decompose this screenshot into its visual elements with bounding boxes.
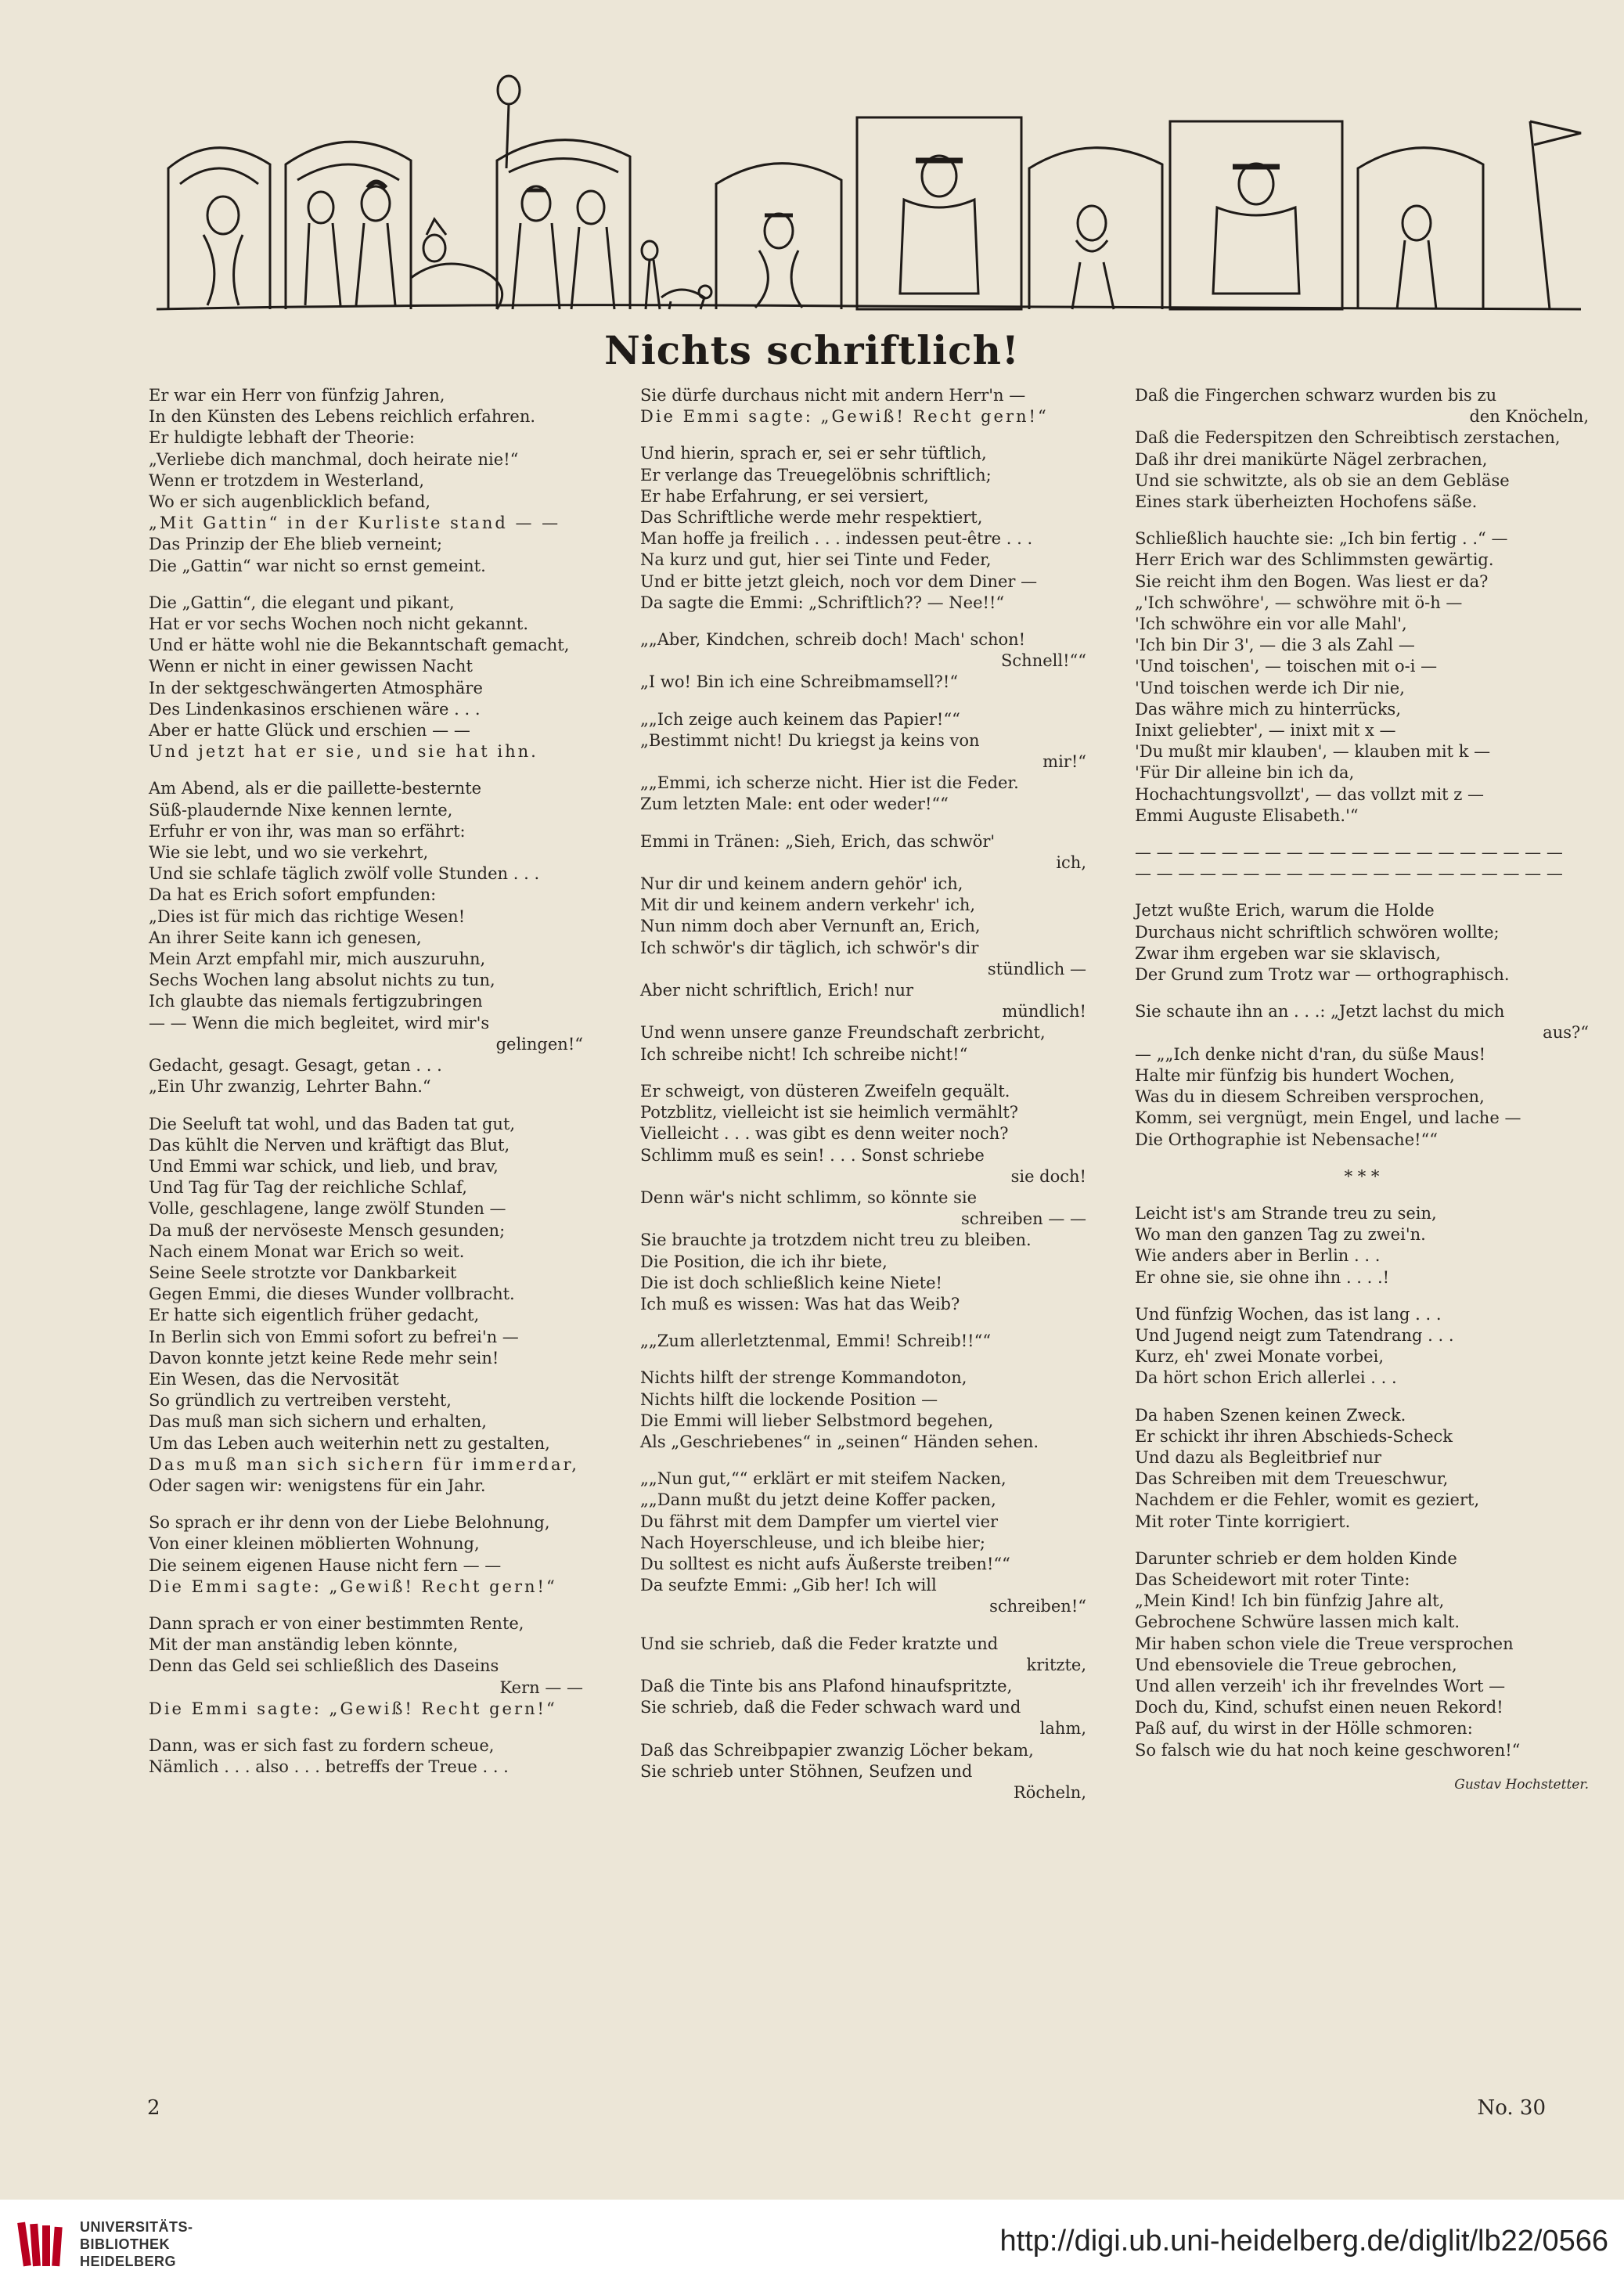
verse-line: Das kühlt die Nerven und kräftigt das Blut,: [149, 1135, 510, 1155]
verse-line: Und wenn unsere ganze Freundschaft zerbricht,: [640, 1023, 1046, 1043]
verse-line: mir!“: [1042, 752, 1086, 772]
verse-line: lahm,: [1039, 1719, 1086, 1739]
verse-line: In den Künsten des Lebens reichlich erfahren.: [149, 407, 536, 427]
verse-line: Am Abend, als er die paillette-besternte: [149, 779, 482, 798]
verse-line: Darunter schrieb er dem holden Kinde: [1135, 1548, 1457, 1568]
verse-line: „I wo! Bin ich eine Schreibmamsell?!“: [640, 672, 959, 692]
verse-line: Das muß man sich sichern und erhalten,: [149, 1412, 487, 1432]
verse-line: Das Schriftliche werde mehr respektiert,: [640, 508, 983, 528]
verse-line: Dann sprach er von einer bestimmten Rente,: [149, 1613, 524, 1633]
library-name-line-2: BIBLIOTHEK: [80, 2236, 170, 2252]
verse-line: Oder sagen wir: wenigstens für ein Jahr.: [149, 1476, 486, 1495]
verse-line: Süß-plaudernde Nixe kennen lernte,: [149, 800, 453, 820]
verse-line: Man hoffe ja freilich . . . indessen peut-être . . .: [640, 529, 1033, 549]
verse-line: Sie brauchte ja trotzdem nicht treu zu bleiben.: [640, 1231, 1032, 1250]
verse-line: Nach einem Monat war Erich so weit.: [149, 1241, 465, 1261]
verse-line: „Mein Kind! Ich bin fünfzig Jahre alt,: [1135, 1591, 1445, 1611]
verse-line: 'Ich bin Dir 3', — die 3 als Zahl —: [1135, 636, 1415, 655]
stanza: [640, 443, 1086, 614]
verse-line: Wie sie lebt, und wo sie verkehrt,: [149, 843, 429, 863]
beach-chair-figure-1: [168, 148, 270, 309]
verse-line: So sprach er ihr denn von der Liebe Belohnung,: [149, 1513, 550, 1533]
verse-line: So gründlich zu vertreiben versteht,: [149, 1391, 452, 1411]
verse-line: Er schickt ihr ihren Abschieds-Scheck: [1135, 1426, 1453, 1446]
verse-line: „Verliebe dich manchmal, doch heirate nie!“: [149, 449, 519, 469]
text-column-2: [640, 385, 1086, 1819]
verse-line: Um das Leben auch weiterhin nett zu gestalten,: [149, 1433, 550, 1453]
verse-line: 'Und toischen werde ich Dir nie,: [1135, 678, 1405, 697]
text-column-3: [1135, 385, 1589, 1793]
verse-line: Nämlich . . . also . . . betreffs der Treue . . .: [149, 1757, 509, 1777]
verse-line: Ein Wesen, das die Nervosität: [149, 1369, 399, 1389]
verse-line: Und allen verzeih' ich ihr frevelndes Wort —: [1135, 1676, 1506, 1695]
verse-line: — „„Ich denke nicht d'ran, du süße Maus!: [1135, 1044, 1486, 1064]
verse-line: Die Position, die ich ihr biete,: [640, 1252, 888, 1271]
verse-line: Komm, sei vergnügt, mein Engel, und lache —: [1135, 1108, 1521, 1128]
verse-line: Die „Gattin“, die elegant und pikant,: [149, 593, 455, 612]
verse-line: Die Seeluft tat wohl, und das Baden tat gut,: [149, 1114, 516, 1133]
stanza: [149, 778, 583, 1097]
verse-line: Volle, geschlagene, lange zwölf Stunden —: [149, 1199, 506, 1219]
verse-line: Hat er vor sechs Wochen noch nicht gekannt.: [149, 614, 529, 634]
verse-line: Eines stark überheizten Hochofens säße.: [1135, 492, 1478, 512]
verse-line: gelingen!“: [495, 1034, 583, 1054]
verse-line: aus?“: [1543, 1023, 1589, 1043]
source-url-link[interactable]: http://digi.ub.uni-heidelberg.de/diglit/lb22/0566: [999, 2225, 1608, 2258]
children-and-dog: [642, 241, 711, 309]
verse-line: Der Grund zum Trotz war — orthographisch.: [1135, 965, 1510, 985]
stanza: [640, 1368, 1086, 1453]
stanza: [640, 1331, 1086, 1352]
verse-line: Und dazu als Begleitbrief nur: [1135, 1447, 1382, 1467]
stanza: [640, 1081, 1086, 1315]
verse-line: Röcheln,: [1013, 1782, 1086, 1802]
verse-line: Und Emmi war schick, und lieb, und brav,: [149, 1156, 499, 1176]
verse-line: Und sie schwitzte, als ob sie an dem Gebläse: [1135, 470, 1510, 490]
verse-line: Sie schaute ihn an . . .: „Jetzt lachst du mich: [1135, 1002, 1505, 1022]
stanza: [1135, 1405, 1589, 1533]
verse-line: Die „Gattin“ war nicht so ernst gemeint.: [149, 556, 486, 575]
verse-line: „„Ich zeige auch keinem das Papier!““: [640, 709, 960, 729]
stanza: [1135, 1548, 1589, 1761]
verse-line: Ich glaubte das niemals fertigzubringen: [149, 992, 483, 1011]
verse-line: Da muß der nervöseste Mensch gesunden;: [149, 1220, 506, 1240]
verse-line: Daß die Tinte bis ans Plafond hinaufspritzte,: [640, 1676, 1013, 1695]
verse-line: Das muß man sich sichern für immerdar,: [149, 1454, 579, 1474]
verse-line: In der sektgeschwängerten Atmosphäre: [149, 678, 483, 697]
verse-line: Er habe Erfahrung, er sei versiert,: [640, 486, 929, 506]
beach-chair-figure-6: [1358, 148, 1483, 309]
stanza: [149, 1114, 583, 1497]
verse-line: Nun nimm doch aber Vernunft an, Erich,: [640, 917, 981, 936]
verse-line: 'Ich schwöhre ein vor alle Mahl',: [1135, 614, 1407, 634]
verse-line: Seine Seele strotzte vor Dankbarkeit: [149, 1263, 457, 1282]
verse-line: Sie reicht ihm den Bogen. Was liest er da?: [1135, 571, 1489, 591]
verse-line: Und Jugend neigt zum Tatendrang . . .: [1135, 1325, 1454, 1345]
verse-line: Und sie schrieb, daß die Feder kratzte und: [640, 1634, 999, 1653]
stanza: [640, 385, 1086, 427]
verse-line: Nur dir und keinem andern gehör' ich,: [640, 874, 963, 894]
verse-line: Doch du, Kind, schufst einen neuen Rekord!: [1135, 1698, 1503, 1717]
stanza: [1135, 1203, 1589, 1288]
verse-line: Gegen Emmi, die dieses Wunder vollbracht.: [149, 1285, 515, 1304]
stanza: [640, 629, 1086, 694]
verse-line: Sie schrieb, daß die Feder schwach ward und: [640, 1698, 1021, 1717]
stanza: [1135, 528, 1589, 827]
verse-line: 'Für Dir alleine bin ich da,: [1135, 763, 1355, 783]
stanza: [640, 709, 1086, 816]
verse-line: Erfuhr er von ihr, was man so erfährt:: [149, 821, 466, 841]
verse-line: „„Aber, Kindchen, schreib doch! Mach' schon!: [640, 630, 1026, 650]
verse-line: Ich schreibe nicht! Ich schreibe nicht!“: [640, 1044, 968, 1064]
stanza: [149, 1735, 583, 1778]
verse-line: Aber nicht schriftlich, Erich! nur: [640, 981, 914, 1000]
verse-line: Nichts hilft der strenge Kommandoton,: [640, 1368, 967, 1388]
verse-line: Wo er sich augenblicklich befand,: [149, 492, 431, 512]
verse-line: „Ein Uhr zwanzig, Lehrter Bahn.“: [149, 1077, 431, 1097]
verse-line: Das währe mich zu hinterrücks,: [1135, 699, 1401, 719]
verse-line: „'Ich schwöhre', — schwöhre mit ö-h —: [1135, 593, 1463, 612]
verse-line: — — — — — — — — — — — — — — — — — — — —: [1135, 864, 1563, 884]
verse-line: „„Nun gut,““ erklärt er mit steifem Nacken,: [640, 1469, 1006, 1489]
verse-line: Das Scheidewort mit roter Tinte:: [1135, 1569, 1410, 1589]
stanza: [149, 1613, 583, 1720]
verse-line: Durchaus nicht schriftlich schwören wollte;: [1135, 922, 1500, 942]
library-name: [80, 2218, 193, 2270]
verse-line: schreiben — —: [961, 1209, 1086, 1229]
verse-line: Und hierin, sprach er, sei er sehr tüftlich,: [640, 444, 987, 463]
verse-line: Und er hätte wohl nie die Bekanntschaft gemacht,: [149, 636, 570, 655]
verse-line: Mit roter Tinte korrigiert.: [1135, 1512, 1351, 1531]
flag-pole: [1530, 121, 1581, 309]
library-name-line-1: UNIVERSITÄTS-: [80, 2219, 193, 2235]
verse-line: Das Schreiben mit dem Treueschwur,: [1135, 1469, 1449, 1489]
verse-line: Inixt geliebter', — inixt mit x —: [1135, 721, 1396, 741]
verse-line: „„Emmi, ich scherze nicht. Hier ist die Feder.: [640, 773, 1019, 793]
verse-line: Hochachtungsvollzt', — das vollzt mit z —: [1135, 784, 1485, 804]
verse-line: Herr Erich war des Schlimmsten gewärtig.: [1135, 550, 1494, 570]
verse-line: ich,: [1056, 852, 1086, 872]
verse-line: Als „Geschriebenes“ in „seinen“ Händen sehen.: [640, 1432, 1039, 1451]
stanza: [1135, 385, 1589, 513]
verse-line: Zwar ihm ergeben war sie sklavisch,: [1135, 943, 1441, 963]
stanza: [1135, 1001, 1589, 1150]
verse-line: Nichts hilft die lockende Position —: [640, 1389, 938, 1409]
verse-line: Vielleicht . . . was gibt es denn weiter noch?: [640, 1124, 1009, 1144]
verse-line: Sechs Wochen lang absolut nichts zu tun,: [149, 971, 495, 990]
verse-line: Da hört schon Erich allerlei . . .: [1135, 1368, 1397, 1388]
verse-line: Sie schrieb unter Stöhnen, Seufzen und: [640, 1761, 973, 1781]
verse-line: Das Prinzip der Ehe blieb verneint;: [149, 535, 443, 554]
verse-line: Nach Hoyerschleuse, und ich bleibe hier;: [640, 1533, 985, 1552]
verse-line: Wenn er nicht in einer gewissen Nacht: [149, 657, 473, 676]
verse-line: Potzblitz, vielleicht ist sie heimlich vermählt?: [640, 1103, 1019, 1122]
verse-line: Ich muß es wissen: Was hat das Weib?: [640, 1294, 960, 1313]
verse-line: Wenn er trotzdem in Westerland,: [149, 470, 425, 490]
stanza: [149, 593, 583, 763]
verse-line: Dann, was er sich fast zu fordern scheue,: [149, 1735, 495, 1755]
beach-chair-gentleman: [1029, 148, 1162, 309]
verse-line: Mit dir und keinem andern verkehr' ich,: [640, 895, 976, 915]
verse-line: Er ohne sie, sie ohne ihn . . . .!: [1135, 1267, 1390, 1287]
verse-line: Gebrochene Schwüre lassen mich kalt.: [1135, 1613, 1460, 1632]
stanza: [1135, 842, 1589, 885]
framed-sailor-figure-2: [1170, 121, 1342, 309]
verse-line: Die Emmi sagte: „Gewiß! Recht gern!“: [149, 1699, 557, 1718]
verse-line: So falsch wie du hat noch keine geschworen!“: [1135, 1740, 1521, 1760]
verse-line: Aber er hatte Glück und erschien — —: [149, 721, 470, 741]
verse-line: Mein Arzt empfahl mir, mich auszuruhn,: [149, 950, 486, 969]
stanza: [1135, 1166, 1589, 1187]
verse-line: Zum letzten Male: ent oder weder!““: [640, 795, 949, 814]
verse-line: — — — — — — — — — — — — — — — — — — — —: [1135, 843, 1563, 863]
verse-line: „Dies ist für mich das richtige Wesen!: [149, 906, 466, 926]
university-library-logo-icon: [16, 2219, 66, 2269]
verse-line: stündlich —: [987, 959, 1086, 978]
verse-line: „Bestimmt nicht! Du kriegst ja keins von: [640, 730, 980, 750]
verse-line: Du fährst mit dem Dampfer um viertel vier: [640, 1512, 999, 1531]
verse-line: Emmi Auguste Elisabeth.'“: [1135, 805, 1359, 825]
verse-line: Du solltest es nicht aufs Äußerste treiben!““: [640, 1554, 1010, 1573]
verse-line: Denn wär's nicht schlimm, so könnte sie: [640, 1187, 978, 1207]
poem-title: Nichts schriftlich!: [604, 327, 1020, 373]
stanza: [1135, 900, 1589, 986]
verse-line: Wo man den ganzen Tag zu zwei'n.: [1135, 1225, 1426, 1245]
verse-line: Die Orthographie ist Nebensache!““: [1135, 1130, 1439, 1149]
verse-line: Wie anders aber in Berlin . . .: [1135, 1246, 1381, 1266]
verse-line: den Knöcheln,: [1469, 407, 1589, 427]
verse-line: Mit der man anständig leben könnte,: [149, 1635, 459, 1655]
verse-line: Daß ihr drei manikürte Nägel zerbrachen,: [1135, 449, 1488, 469]
verse-line: „Mit Gattin“ in der Kurliste stand — —: [149, 513, 561, 533]
beach-chair-woman: [716, 164, 841, 309]
stanza: [149, 1512, 583, 1598]
verse-line: Davon konnte jetzt keine Rede mehr sein!: [149, 1348, 499, 1368]
verse-line: Leicht ist's am Strande treu zu sein,: [1135, 1203, 1437, 1223]
verse-line: Er war ein Herr von fünfzig Jahren,: [149, 386, 445, 405]
verse-line: Die seinem eigenen Hause nicht fern — —: [149, 1555, 502, 1575]
verse-line: Daß das Schreibpapier zwanzig Löcher bekam,: [640, 1740, 1034, 1760]
verse-line: Er schweigt, von düsteren Zweifeln gequält.: [640, 1081, 1010, 1101]
verse-line: — — Wenn die mich begleitet, wird mir's: [149, 1013, 490, 1032]
verse-line: Schließlich hauchte sie: „Ich bin fertig . .“ —: [1135, 529, 1508, 549]
library-footer: [0, 2200, 1624, 2281]
stanza: [640, 1468, 1086, 1617]
verse-line: Von einer kleinen möblierten Wohnung,: [149, 1534, 480, 1554]
verse-line: Sie dürfe durchaus nicht mit andern Herr'n —: [640, 386, 1026, 405]
verse-line: Er huldigte lebhaft der Theorie:: [149, 428, 415, 448]
header-illustration: [153, 74, 1585, 352]
verse-line: Und ebensoviele die Treue gebrochen,: [1135, 1655, 1457, 1674]
verse-line: Die Emmi sagte: „Gewiß! Recht gern!“: [640, 407, 1049, 427]
verse-line: Daß die Fingerchen schwarz wurden bis zu: [1135, 386, 1497, 405]
verse-line: Da sagte die Emmi: „Schriftlich?? — Nee!!“: [640, 593, 1005, 612]
verse-line: Daß die Federspitzen den Schreibtisch zerstachen,: [1135, 428, 1561, 448]
page-number: 2: [147, 2096, 160, 2120]
verse-line: Da hat es Erich sofort empfunden:: [149, 885, 437, 905]
verse-line: Na kurz und gut, hier sei Tinte und Feder,: [640, 550, 992, 570]
beach-chair-figure-2: [286, 142, 411, 309]
verse-line: Da seufzte Emmi: „Gib her! Ich will: [640, 1576, 937, 1595]
verse-line: Und jetzt hat er sie, und sie hat ihn.: [149, 742, 538, 762]
verse-line: Denn das Geld sei schließlich des Daseins: [149, 1656, 499, 1676]
verse-line: Des Lindenkasinos erschienen wäre . . .: [149, 699, 481, 719]
verse-line: Mir haben schon viele die Treue versprochen: [1135, 1634, 1514, 1653]
verse-line: Er verlange das Treuegelöbnis schriftlich;: [640, 465, 992, 485]
beach-chair-couple: [497, 140, 630, 309]
verse-line: Kurz, eh' zwei Monate vorbei,: [1135, 1347, 1385, 1367]
reclining-figure: [411, 219, 502, 309]
verse-line: Er hatte sich eigentlich früher gedacht,: [149, 1306, 480, 1325]
stanza: [1135, 1304, 1589, 1389]
verse-line: Nachdem er die Fehler, womit es geziert,: [1135, 1490, 1480, 1510]
stanza: [149, 385, 583, 577]
verse-line: Was du in diesem Schreiben versprochen,: [1135, 1087, 1485, 1107]
verse-line: An ihrer Seite kann ich genesen,: [149, 928, 422, 947]
verse-line: 'Und toischen', — toischen mit o-i —: [1135, 657, 1438, 676]
stanza: [640, 1634, 1086, 1804]
verse-line: Emmi in Tränen: „Sieh, Erich, das schwör': [640, 831, 996, 851]
verse-line: Schlimm muß es sein! . . . Sonst schriebe: [640, 1145, 985, 1165]
verse-line: Die Emmi will lieber Selbstmord begehen,: [640, 1411, 994, 1430]
author-signature: Gustav Hochstetter.: [1454, 1776, 1589, 1793]
verse-line: schreiben!“: [989, 1597, 1086, 1616]
verse-line: Jetzt wußte Erich, warum die Holde: [1135, 901, 1435, 921]
verse-line: sie doch!: [1010, 1166, 1086, 1186]
verse-line: Die ist doch schließlich keine Niete!: [640, 1273, 942, 1292]
verse-line: mündlich!: [1002, 1002, 1086, 1022]
verse-line: „„Zum allerletztenmal, Emmi! Schreib!!““: [640, 1331, 992, 1351]
verse-line: Ich schwör's dir täglich, ich schwör's dir: [640, 938, 979, 957]
stanza: [640, 831, 1086, 1065]
verse-line: Kern — —: [499, 1677, 583, 1697]
verse-line: Da haben Szenen keinen Zweck.: [1135, 1405, 1406, 1425]
verse-line: Und Tag für Tag der reichliche Schlaf,: [149, 1178, 467, 1198]
verse-line: „„Dann mußt du jetzt deine Koffer packen,: [640, 1490, 996, 1510]
verse-line: Halte mir fünfzig bis hundert Wochen,: [1135, 1065, 1455, 1085]
text-column-1: [149, 385, 583, 1793]
framed-sailor-figure-1: [857, 117, 1021, 309]
verse-line: Und sie schlafe täglich zwölf volle Stunden . . .: [149, 864, 540, 884]
verse-line: 'Du mußt mir klauben', — klauben mit k —: [1135, 742, 1491, 762]
verse-line: kritzte,: [1026, 1655, 1086, 1674]
issue-number: No. 30: [1477, 2096, 1546, 2120]
verse-line: Gedacht, gesagt. Gesagt, getan . . .: [149, 1056, 442, 1076]
verse-line: Und er bitte jetzt gleich, noch vor dem Diner —: [640, 571, 1038, 591]
verse-line: Schnell!““: [1001, 651, 1086, 671]
verse-line: Und fünfzig Wochen, das ist lang . . .: [1135, 1304, 1442, 1324]
library-name-line-3: HEIDELBERG: [80, 2254, 177, 2269]
verse-line: In Berlin sich von Emmi sofort zu befrei'n —: [149, 1327, 519, 1346]
verse-line: Paß auf, du wirst in der Hölle schmoren:: [1135, 1719, 1473, 1739]
verse-line: * * *: [1344, 1166, 1380, 1186]
verse-line: Die Emmi sagte: „Gewiß! Recht gern!“: [149, 1577, 557, 1596]
